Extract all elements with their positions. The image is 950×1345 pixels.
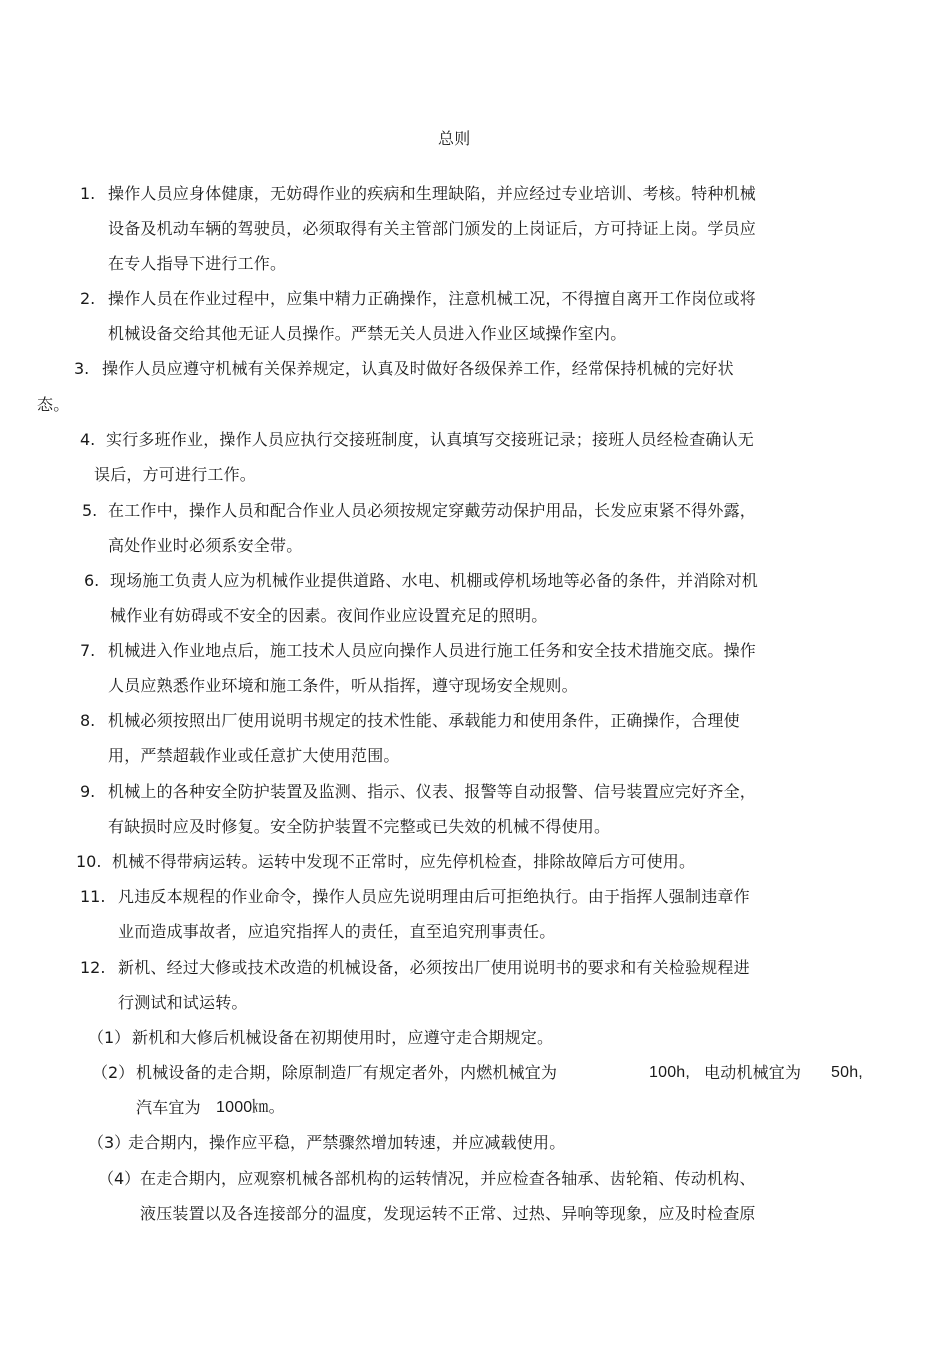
subitem-text: 机械设备的走合期，除原制造厂有规定者外，内燃机械宜为	[136, 1063, 558, 1082]
item-text: 业而造成事故者，应追究指挥人的责任，直至追究刑事责任。	[118, 922, 556, 941]
subitem-number: （4）	[98, 1169, 141, 1188]
item-text: 机械不得带病运转。运转中发现不正常时，应先停机检查，排除故障后方可使用。	[112, 852, 696, 871]
item-text: 机械设备交给其他无证人员操作。严禁无关人员进入作业区域操作室内。	[108, 324, 627, 343]
subitem-value: 1000㎞。	[216, 1099, 285, 1116]
item-text: 高处作业时必须系安全带。	[108, 536, 303, 555]
item-text: 操作人员应身体健康，无妨碍作业的疾病和生理缺陷，并应经过专业培训、考核。特种机械	[108, 184, 757, 203]
item-number: 1.	[80, 184, 96, 203]
item-text: 现场施工负责人应为机械作业提供道路、水电、机棚或停机场地等必备的条件，并消除对机	[110, 571, 759, 590]
subitem-text: 新机和大修后机械设备在初期使用时，应遵守走合期规定。	[132, 1028, 554, 1047]
subitem-text: 在走合期内，应观察机械各部机构的运转情况，并应检查各轴承、齿轮箱、传动机构、	[140, 1169, 756, 1188]
item-text: 误后，方可进行工作。	[94, 465, 257, 484]
item-text: 人员应熟悉作业环境和施工条件，听从指挥，遵守现场安全规则。	[108, 676, 578, 695]
subitem-number: （1）	[88, 1028, 131, 1047]
item-text: 用，严禁超载作业或任意扩大使用范围。	[108, 746, 400, 765]
subitem-text: 电动机械宜为	[704, 1063, 802, 1082]
item-text: 在工作中，操作人员和配合作业人员必须按规定穿戴劳动保护用品，长发应束紧不得外露，	[108, 501, 757, 520]
item-number: 8.	[80, 711, 96, 730]
subitem-value: 50h,	[831, 1064, 863, 1081]
item-text: 新机、经过大修或技术改造的机械设备，必须按出厂使用说明书的要求和有关检验规程进	[118, 958, 750, 977]
item-number: 4.	[80, 430, 96, 449]
item-number: 7.	[80, 641, 96, 660]
subitem-text: 汽车宜为	[136, 1098, 201, 1117]
item-text: 操作人员应遵守机械有关保养规定，认真及时做好各级保养工作，经常保持机械的完好状	[102, 359, 734, 378]
item-text: 行测试和试运转。	[118, 993, 248, 1012]
item-text: 凡违反本规程的作业命令，操作人员应先说明理由后可拒绝执行。由于指挥人强制违章作	[118, 887, 750, 906]
item-text: 实行多班作业，操作人员应执行交接班制度，认真填写交接班记录；接班人员经检查确认无	[106, 430, 755, 449]
item-text: 设备及机动车辆的驾驶员，必须取得有关主管部门颁发的上岗证后，方可持证上岗。学员应	[108, 219, 757, 238]
item-text: 操作人员在作业过程中，应集中精力正确操作，注意机械工况，不得擅自离开工作岗位或将	[108, 289, 757, 308]
item-number: 3.	[74, 359, 90, 378]
item-number: 10.	[76, 852, 102, 871]
page-title: 总则	[438, 129, 471, 148]
item-number: 2.	[80, 289, 96, 308]
subitem-text: 液压装置以及各连接部分的温度，发现运转不正常、过热、异响等现象，应及时检查原	[140, 1204, 756, 1223]
item-text: 机械上的各种安全防护装置及监测、指示、仪表、报警等自动报警、信号装置应完好齐全，	[108, 782, 757, 801]
item-number: 9.	[80, 782, 96, 801]
subitem-number: （2）	[92, 1063, 135, 1082]
item-text: 有缺损时应及时修复。安全防护装置不完整或已失效的机械不得使用。	[108, 817, 611, 836]
item-number: 6.	[84, 571, 100, 590]
item-number: 11.	[80, 887, 106, 906]
subitem-number: （3）	[88, 1133, 131, 1152]
item-text: 械作业有妨碍或不安全的因素。夜间作业应设置充足的照明。	[110, 606, 548, 625]
item-number: 5.	[82, 501, 98, 520]
item-number: 12.	[80, 958, 106, 977]
item-text: 态。	[37, 395, 70, 414]
item-text: 机械必须按照出厂使用说明书规定的技术性能、承载能力和使用条件，正确操作，合理使	[108, 711, 740, 730]
item-text: 机械进入作业地点后，施工技术人员应向操作人员进行施工任务和安全技术措施交底。操作	[108, 641, 757, 660]
subitem-text: 走合期内，操作应平稳，严禁骤然增加转速，并应减载使用。	[128, 1133, 566, 1152]
item-text: 在专人指导下进行工作。	[108, 254, 287, 273]
subitem-value: 100h,	[649, 1064, 691, 1081]
